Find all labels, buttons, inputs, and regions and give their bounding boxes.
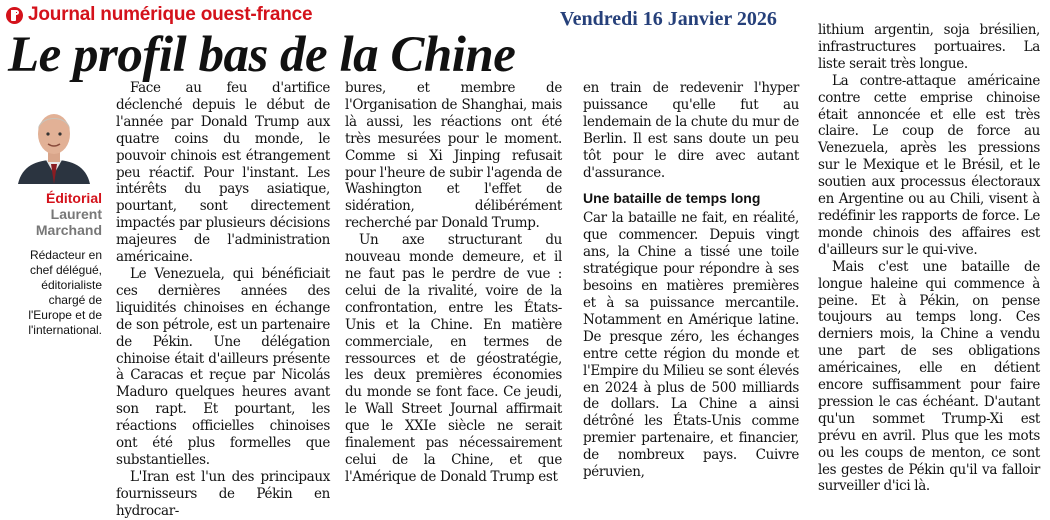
paragraph: La contre-attaque américaine contre cette emprise chinoise était annoncée et elle est très claire. Le coup de force au Venezuela, après les pressions sur le Mexique et le Brésil, et le soutien aux processus électoraux en Argentine ou au Chili, visent à redéfinir les rapports de force. Le monde chinois des affaires est d'ailleurs sur le qui-vive. [818,72,1040,258]
headline: Le profil bas de la Chine [8,27,516,83]
ouest-france-logo-icon [6,7,23,24]
section-subheading: Une bataille de temps long [583,190,761,207]
author-box [4,100,102,338]
article-column-1 [116,80,330,520]
section-kicker: Éditorial [45,190,102,206]
paragraph: Un axe structurant du nouveau monde demeure, et il ne faut pas le perdre de vue : celui de la rivalité, voire de la confrontation, entre les États-Unis et la Chine. En matière commerciale, en termes de ressources et de géostratégie, les deux premières économies du monde se font face. Ce jeudi, le Wall Street Journal affirmait que le XXIe siècle ne serait finalement pas nécessairement celui de la Chine, et que l'Amérique de Donald Trump est [345,232,562,485]
article-column-3 [583,80,799,481]
author-role: Rédacteur en chef délégué, éditorialiste chargé de l'Europe et de l'international. [28,248,102,337]
paragraph: Car la bataille ne fait, en réalité, que commencer. Depuis vingt ans, la Chine a tissé une toile stratégique pour répondre à ses besoins en matières premières et à sa puissance mercantile. Notamment en Amérique latine. De presque zéro, les échanges entre cette région du monde et l'Empire du Milieu se sont élevés en 2024 à plus de 500 milliards de dollars. La Chine a ainsi détrôné les États-Unis comme premier partenaire, et financier, de nombreux pays. Cuivre péruvien, [583,210,799,481]
paragraph: en train de redevenir l'hyper puissance qu'elle fut au lendemain de la chute du mur de Berlin. Il est sans doute un peu tôt pour le dire avec autant d'assurance. [583,80,799,181]
author-last-name: Marchand [35,222,102,238]
publication-date: Vendredi 16 Janvier 2026 [560,8,777,30]
article-column-4 [818,22,1040,495]
paragraph: Face au feu d'artifice déclenché depuis le début de l'année par Donald Trump aux quatre coins du monde, le pouvoir chinois est étrangement peu réactif. Pour l'instant. Les intérêts du pays asiatique, pourtant, sont directement impactés par plusieurs décisions majeures de l'administration américaine. [116,80,330,266]
paragraph: Le Venezuela, qui bénéficiait ces dernières années des liquidités chinoises en échange de son pétrole, est un partenaire de Pékin. Une délégation chinoise était d'ailleurs présente à Caracas et reçue par Nicolás Maduro quelques heures avant son rapt. Et pourtant, les réactions officielles chinoises ont été plus formelles que substantielles. [116,265,330,468]
article-column-2 [345,80,562,486]
paragraph: lithium argentin, soja brésilien, infrastructures portuaires. La liste serait très longue. [818,22,1040,72]
paragraph: Mais c'est une bataille de longue haleine qui commence à peine. Et à Pékin, on pense toujours au temps long. Ces derniers mois, la Chine a vendu une part de ses obligations américaines, elle en détient encore suffisamment pour faire pression le cas échéant. D'autant qu'un sommet Trump-Xi est prévu en avril. Plus que les mots ou les coups de menton, ce sont les gestes de Pékin qu'il va falloir surveiller d'ici là. [818,258,1040,495]
author-name [4,206,102,238]
paragraph: bures, et membre de l'Organisation de Shanghai, mais là aussi, les réactions ont été très mesurées pour le moment. Comme si Xi Jinping refusait pour l'heure de subir l'agenda de Washington et l'effet de sidération, délibérément recherché par Donald Trump. [345,80,562,232]
brand-name: Journal numérique ouest-france [28,4,313,25]
author-photo [14,100,94,184]
paragraph: L'Iran est l'un des principaux fournisseurs de Pékin en hydrocar- [116,468,330,519]
author-first-name: Laurent [50,206,102,222]
masthead [6,3,312,27]
